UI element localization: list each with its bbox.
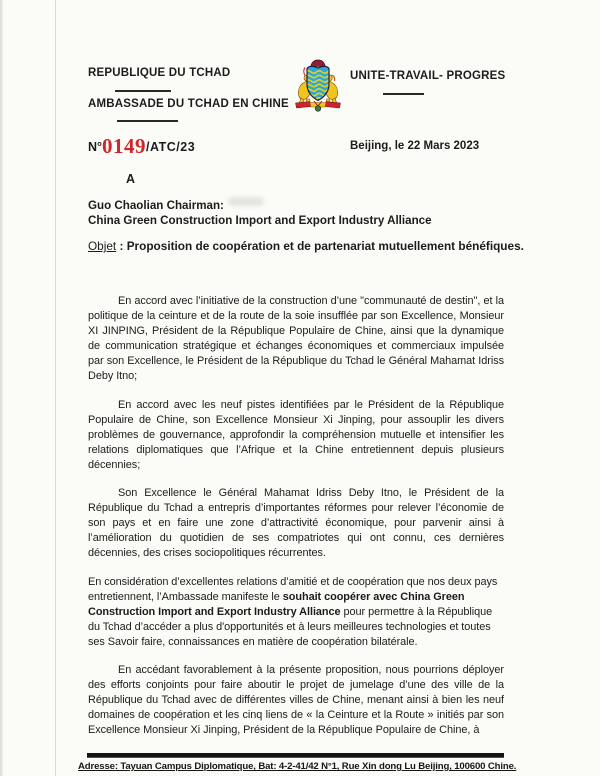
subject-line [88,238,534,255]
recipient-name: Guo Chaolian Chairman: [88,199,224,212]
paragraph-5: En accédant favorablement à la présente proposition, nous pourrions déployer des efforts conjoints pour faire aboutir le projet de jumelage d’une des ville de la République du Tchad avec de différentes villes de Chine, menant ainsi à bien les neuf domaines de coopération et les cinq liens de « la Ceinture et la Route » initiés par son Excellence Monsieur Xi Jinping, Président de la République Populaire de Chine, à [88,663,504,737]
letter-body [88,294,504,752]
paragraph-4 [88,575,504,650]
paragraph-1: En accord avec l’initiative de la construction d’une "communauté de destin", et la politique de la ceinture et de la route de la soie insufflée par son Excellence, Monsieur XI JINPING, Président de la République Populaire de Chine, ainsi que la dynamique de communication stratégique et échanges économiques et commerciaux impulsée par son Excellence, le Président de la République du Tchad le Général Mahamat Idriss Deby Itno; [88,295,504,383]
paragraph-4-bold-segment: souhait coopérer avec China Green Construction Import and Export Industry Alliance [88,590,465,618]
country-name: REPUBLIQUE DU TCHAD [88,67,231,79]
reference-prefix: N° [88,140,103,154]
paragraph-4-pre: En considération d’excellentes relations d’amitié et de coopération que nos deux pays entretiennent, l’Ambassade manifeste le [88,575,498,603]
chad-coat-of-arms-icon [285,56,351,114]
reference-digits: 0149 [102,134,147,158]
motto-underline [383,93,424,95]
scan-artifact-line [55,0,56,776]
recipient-salutation: A [126,172,136,186]
country-underline [115,90,171,92]
dateline: Beijing, le 22 Mars 2023 [350,140,480,152]
reference-suffix: /ATC/23 [146,140,196,154]
subject-separator: : [116,239,127,253]
subject-label: Objet [88,239,117,253]
national-motto: UNITE-TRAVAIL- PROGRES [350,70,506,82]
paragraph-3: Son Excellence le Général Mahamat Idriss Deby Itno, le Président de la République du Tchad a entrepris d’importantes réformes pour relever l’économie de son pays et en faire une zone d’attractivité économique, pour parvenir ainsi à l’amélioration du quotidien de ses compatriotes qui ont connu, ces dernières décennies, des crises sociopolitiques récurrentes. [88,487,504,560]
recipient-block [88,198,432,228]
paragraph-2: En accord avec les neuf pistes identifiées par le Président de la République Populaire de Chine, son Excellence Monsieur Xi Jinping, pour assouplir les divers problèmes de gouvernance, approfondir la compréhension mutuelle et intensifier les relations diplomatiques que l’Afrique et la Chine entretiennent depuis plusieurs décennies; [88,398,504,471]
footer-address: Adresse: Tayuan Campus Diplomatique, Bat: 4-2-41/42 N°1, Rue Xin dong Lu Beijing, 100600 Chine. [78,761,517,772]
subject-text: Proposition de coopération et de partenariat mutuellement bénéfiques. [126,239,524,253]
scan-page-edge [0,0,3,776]
reference-number [88,134,195,159]
footer-rule [87,753,504,758]
embassy-underline [117,120,178,122]
recipient-organization: China Green Construction Import and Export Industry Alliance [88,214,432,227]
embassy-name: AMBASSADE DU TCHAD EN CHINE [88,98,289,110]
paragraph-4-post: pour permettre à la République du Tchad d’accéder a plus d'opportunités et à leurs meilleures technologies et toutes ses Savoir faire, connaissances en matière de coopération bilatérale. [88,605,493,648]
